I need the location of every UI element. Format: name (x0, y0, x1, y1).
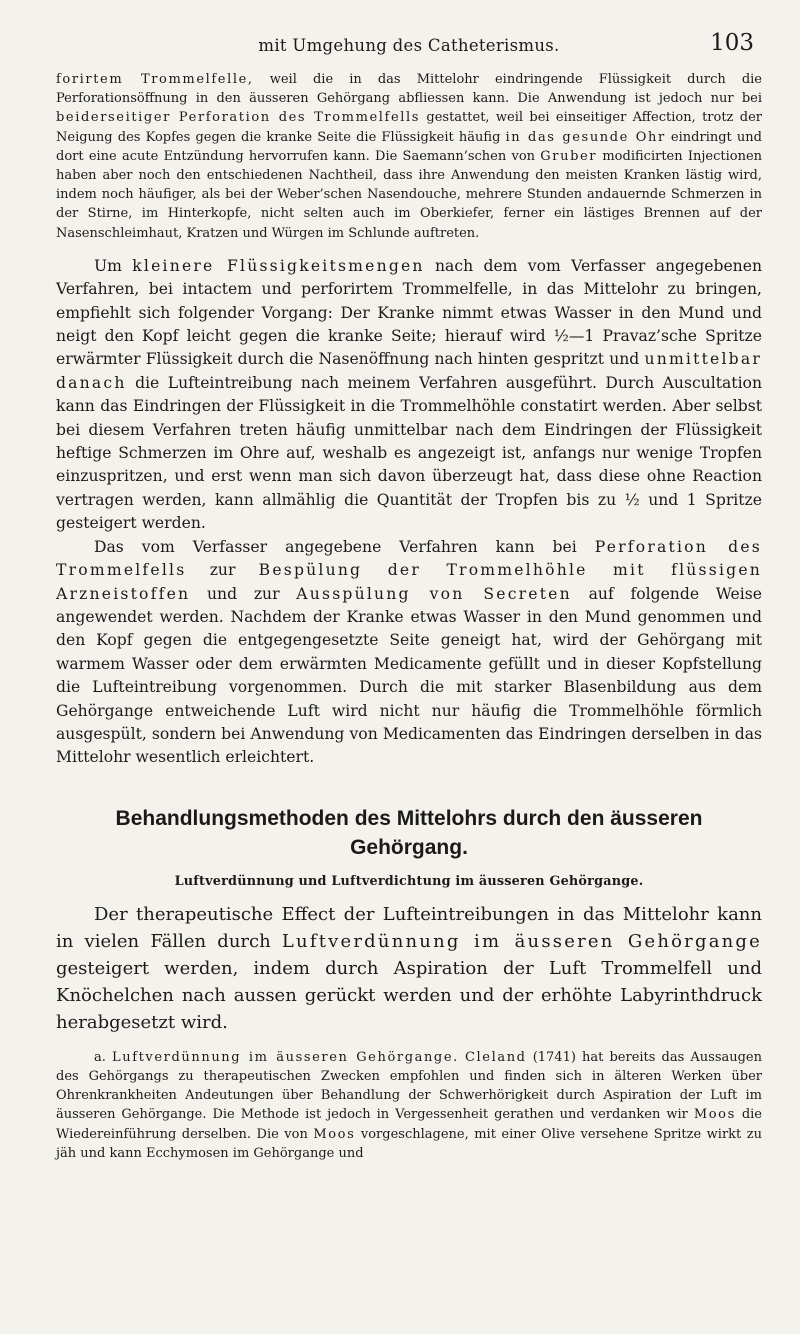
body-text: Um (94, 256, 133, 275)
spaced-text: forirtem Trommelfelle, (56, 72, 254, 87)
body-text: eindringt und dort eine acute Entzündung hervorrufen kann. Die Saemann’schen von (56, 129, 762, 164)
spaced-text: Luftverdünnung im äusseren Gehörgange. (111, 1049, 459, 1065)
section-heading: Behandlungsmethoden des Mittelohrs durch den äusseren Gehörgang. (115, 806, 703, 859)
spaced-text: Ausspülung von Secreten (296, 584, 572, 603)
body-text: gesteigert werden, indem durch Aspiration der Luft Trommelfell und Knöchelchen nach aussen gerückt werden und der erhöhte Labyrinthdruck herabgesetzt wird. (56, 957, 762, 1033)
paragraph-therapeutic-effect (56, 901, 762, 1036)
body-text: vorgeschlagene, mit einer Olive versehene Spritze wirkt zu jäh und kann Ecchymosen im Gehörgange und (56, 1126, 762, 1161)
running-title: mit Umgehung des Catheterismus. (258, 36, 560, 55)
spaced-text: unmittelbar danach (56, 350, 762, 392)
paragraph-perforation-continued (56, 70, 762, 243)
paragraph-tympanic-irrigation (56, 536, 762, 770)
list-marker: a. (94, 1049, 112, 1065)
body-text: (1741) hat bereits das Aussaugen des Gehörgangs zu therapeutischen Zwecken empfohlen und finden sich in älteren Werken über Ohrenkrankheiten Andeutungen über Behandlung der Schwerhörigkeit durch Aspiration der Luft im äusseren Gehörgange. Die Methode ist jedoch in Vergessenheit gerathen und verdanken wir (56, 1049, 763, 1123)
page-number: 103 (710, 30, 754, 56)
body-text: nach dem vom Verfasser angegebenen Verfahren, bei intactem und perforirtem Trommelfelle, in das Mittelohr zu bringen, empfiehlt sich folgender Vorgang: Der Kranke nimmt etwas Wasser in den Mund und neigt den Kopf leicht gegen die kranke Seite; hierauf wird ½—1 Pravaz’sche Spritze erwärmter Flüssigkeit durch die Nasenöffnung nach hinten gespritzt und (56, 256, 762, 369)
paragraph-small-fluid-amounts (56, 255, 762, 536)
author-name: Cleland (465, 1049, 527, 1065)
section-subheading: Luftverdünnung und Luftverdichtung im äusseren Gehörgange. (174, 873, 644, 889)
running-head (56, 30, 762, 70)
author-name: Moos (693, 1107, 736, 1123)
body-text: gestattet, weil bei einseitiger Affection, trotz der Neigung des Kopfes gegen die kranke Seite die Flüssigkeit häufig (56, 110, 762, 145)
body-text: auf folgende Weise angewendet werden. Nachdem der Kranke etwas Wasser in den Mund genommen und den Kopf gegen die entgegengesetzte Seite geneigt hat, wird der Gehörgang mit warmem Wasser oder dem erwärmten Medicamente gefüllt und in dieser Kopfstellung die Lufteintreibung vorgenommen. Durch die mit starker Blasenbildung aus dem Gehörgange entweichende Luft wird nicht nur häufig die Trommelhöhle förmlich ausgespült, sondern bei Anwendung von Medicamenten das Eindringen derselben in das Mittelohr wesentlich erleichtert. (56, 584, 763, 767)
body-text: modificirten Injectionen haben aber noch den entschiedenen Nachtheil, dass ihre Anwendung den meisten Kranken lästig wird, indem noch häufiger, als bei der Weber’schen Nasendouche, mehrere Stunden andauernde Schmerzen in der Stirne, im Hinterkopfe, nicht selten auch im Oberkiefer, ferner ein lästiges Brennen auf der Nasenschleimhaut, Kratzen und Würgen im Schlunde auftreten. (56, 148, 763, 241)
body-text: die Wiedereinführung derselben. Die von (56, 1107, 763, 1142)
author-name: Gruber (540, 148, 598, 164)
paragraph-rarefaction-history (56, 1048, 762, 1163)
body-text: die Lufteintreibung nach meinem Verfahren ausgeführt. Durch Auscultation kann das Eindringen der Flüssigkeit in die Trommelhöhle constatirt werden. Aber selbst bei diesem Verfahren treten häufig unmittelbar nach dem Eindringen der Flüssigkeit heftige Schmerzen im Ohre auf, weshalb es angezeigt ist, anfangs nur wenige Tropfen einzuspritzen, und erst wenn man sich davon überzeugt hat, dass diese ohne Reaction vertragen werden, kann allmählig die Quantität der Tropfen bis zu ½ und 1 Spritze gesteigert werden. (56, 373, 762, 533)
spaced-text: Luftverdünnung im äusseren Gehörgange (281, 930, 763, 952)
spaced-text: beiderseitiger Perforation des Trommelfells (56, 110, 421, 126)
body-text: zur (186, 561, 259, 580)
spaced-text: in das gesunde Ohr (505, 129, 666, 145)
body-text: und zur (190, 584, 297, 603)
body-text: Der therapeutische Effect der Lufteintreibungen in das Mittelohr kann in vielen Fällen durch (56, 903, 762, 952)
body-text: Das vom Verfasser angegebene Verfahren kann bei (94, 537, 595, 556)
spaced-text: Bespülung der Trommelhöhle mit flüssigen Arzneistoffen (56, 561, 762, 603)
author-name: Moos (313, 1126, 356, 1142)
spaced-text: Perforation des Trommelfells (56, 537, 762, 580)
spaced-text: kleinere Flüssigkeitsmengen (132, 256, 425, 275)
body-text: weil die in das Mittelohr eindringende Flüssigkeit durch die Perforationsöffnung in den äusseren Gehörgang abfliessen kann. Die Anwendung ist jedoch nur bei (56, 72, 762, 107)
